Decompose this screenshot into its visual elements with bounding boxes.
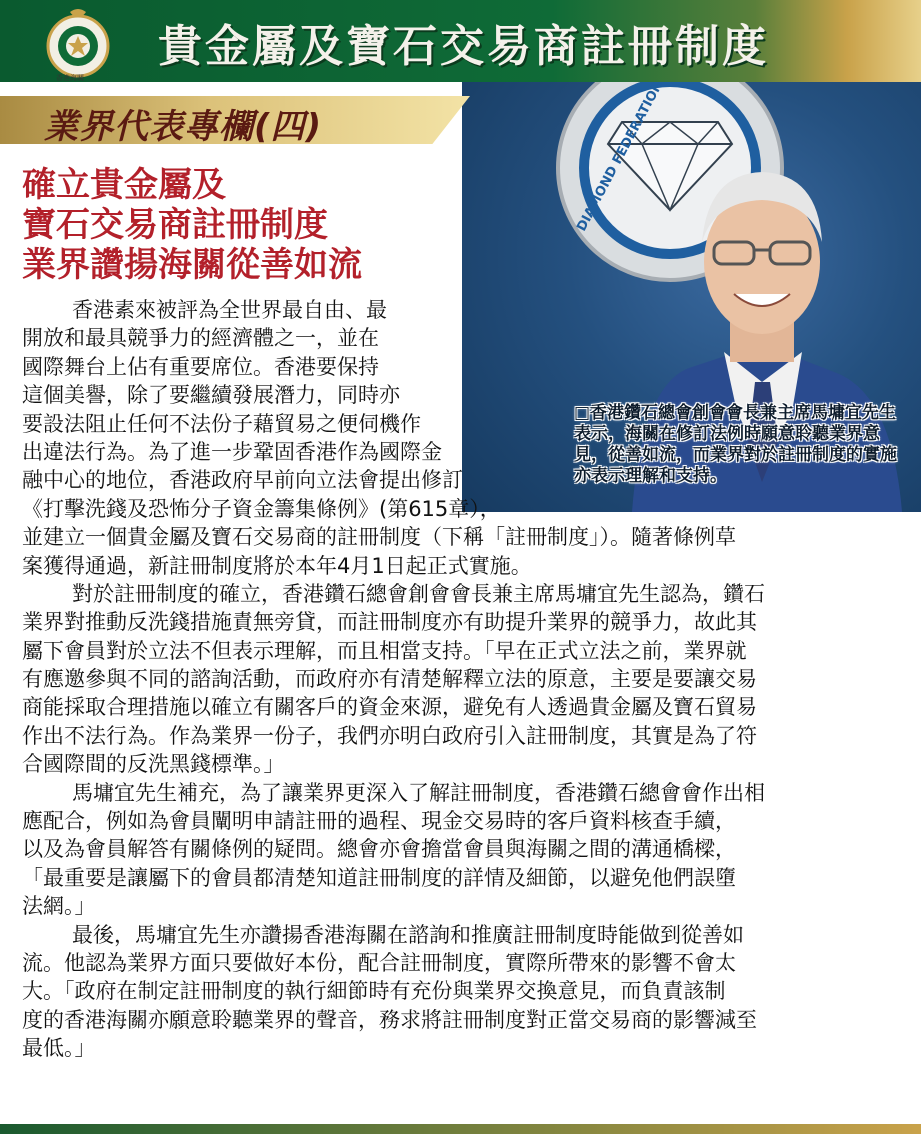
body-line: 並建立一個貴金屬及寶石交易商的註冊制度（下稱「註冊制度」）。隨著條例草 bbox=[22, 525, 736, 550]
header-banner bbox=[0, 0, 921, 82]
body-line: 業界對推動反洗錢措施責無旁貸，而註冊制度亦有助提升業界的競爭力，故此其 bbox=[22, 610, 757, 635]
body-line: 出違法行為。為了進一步鞏固香港作為國際金 bbox=[22, 439, 442, 464]
body-line: 融中心的地位，香港政府早前向立法會提出修訂 bbox=[22, 468, 463, 493]
body-line: 對於註冊制度的確立，香港鑽石總會創會會長兼主席馬墉宜先生認為，鑽石 bbox=[72, 581, 765, 606]
page-title: 貴金屬及寶石交易商註冊制度 bbox=[158, 21, 769, 72]
body-line: 馬墉宜先生補充，為了讓業界更深入了解註冊制度，香港鑽石總會會作出相 bbox=[72, 780, 765, 805]
seal-lettering: DIAMOND FEDERATION bbox=[574, 82, 667, 234]
body-line: 《打擊洗錢及恐怖分子資金籌集條例》(第615章）， bbox=[22, 496, 501, 521]
customs-emblem-icon bbox=[40, 6, 116, 82]
bottom-border bbox=[0, 1124, 921, 1134]
body-line: 香港素來被評為全世界最自由、最 bbox=[72, 298, 387, 322]
body-line: 大。「政府在制定註冊制度的執行細節時有充份與業界交換意見，而負責該制 bbox=[22, 979, 726, 1004]
body-line: 應配合，例如為會員闡明申請註冊的過程、現金交易時的客戶資料核查手續， bbox=[22, 809, 736, 834]
photo-caption: □香港鑽石總會創會會長兼主席馬墉宜先生表示，海關在修訂法例時願意聆聽業界意見，從善如流，而業界對於註冊制度的實施亦表示理解和支持。 bbox=[574, 403, 897, 486]
body-line: 商能採取合理措施以確立有關客戶的資金來源，避免有人透過貴金屬及寶石貿易 bbox=[22, 695, 757, 720]
body-line: 有應邀參與不同的諮詢活動，而政府亦有清楚解釋立法的原意，主要是要讓交易 bbox=[22, 667, 757, 692]
body-line: 最後，馬墉宜先生亦讚揚香港海關在諮詢和推廣註冊制度時能做到從善如 bbox=[72, 922, 744, 947]
body-line: 屬下會員對於立法不但表示理解，而且相當支持。「早在正式立法之前，業界就 bbox=[22, 638, 747, 663]
body-line: 這個美譽，除了要繼續發展潛力，同時亦 bbox=[22, 383, 400, 408]
body-line: 「最重要是讓屬下的會員都清楚知道註冊制度的詳情及細節，以避免他們誤墮 bbox=[22, 865, 736, 890]
body-line: 合國際間的反洗黑錢標準。」 bbox=[22, 752, 285, 777]
headline bbox=[22, 165, 362, 285]
body-line: 國際舞台上佔有重要席位。香港要保持 bbox=[22, 354, 379, 379]
body-line: 開放和最具競爭力的經濟體之一，並在 bbox=[22, 326, 379, 351]
body-line: 流。他認為業界方面只要做好本份，配合註冊制度，實際所帶來的影響不會太 bbox=[22, 950, 736, 975]
body-line: 作出不法行為。作為業界一份子，我們亦明白政府引入註冊制度，其實是為了符 bbox=[22, 723, 757, 748]
body-line: 以及為會員解答有關條例的疑問。總會亦會擔當會員與海關之間的溝通橋樑， bbox=[22, 837, 736, 862]
body-line: 度的香港海關亦願意聆聽業界的聲音，務求將註冊制度對正當交易商的影響減至 bbox=[22, 1007, 757, 1032]
headline-line: 寶石交易商註冊制度 bbox=[22, 205, 328, 245]
body-line: 案獲得通過，新註冊制度將於本年4月1日起正式實施。 bbox=[22, 553, 532, 578]
body-line: 法網。」 bbox=[22, 894, 96, 919]
headline-line: 業界讚揚海關從善如流 bbox=[22, 245, 362, 285]
body-line: 最低。」 bbox=[22, 1036, 96, 1061]
emblem-caption: 香港海關 bbox=[56, 74, 84, 82]
column-label: 業界代表專欄(四) bbox=[44, 107, 323, 147]
headline-line: 確立貴金屬及 bbox=[22, 165, 226, 205]
article-body bbox=[22, 296, 902, 1063]
body-line: 要設法阻止任何不法份子藉貿易之便伺機作 bbox=[22, 411, 421, 436]
